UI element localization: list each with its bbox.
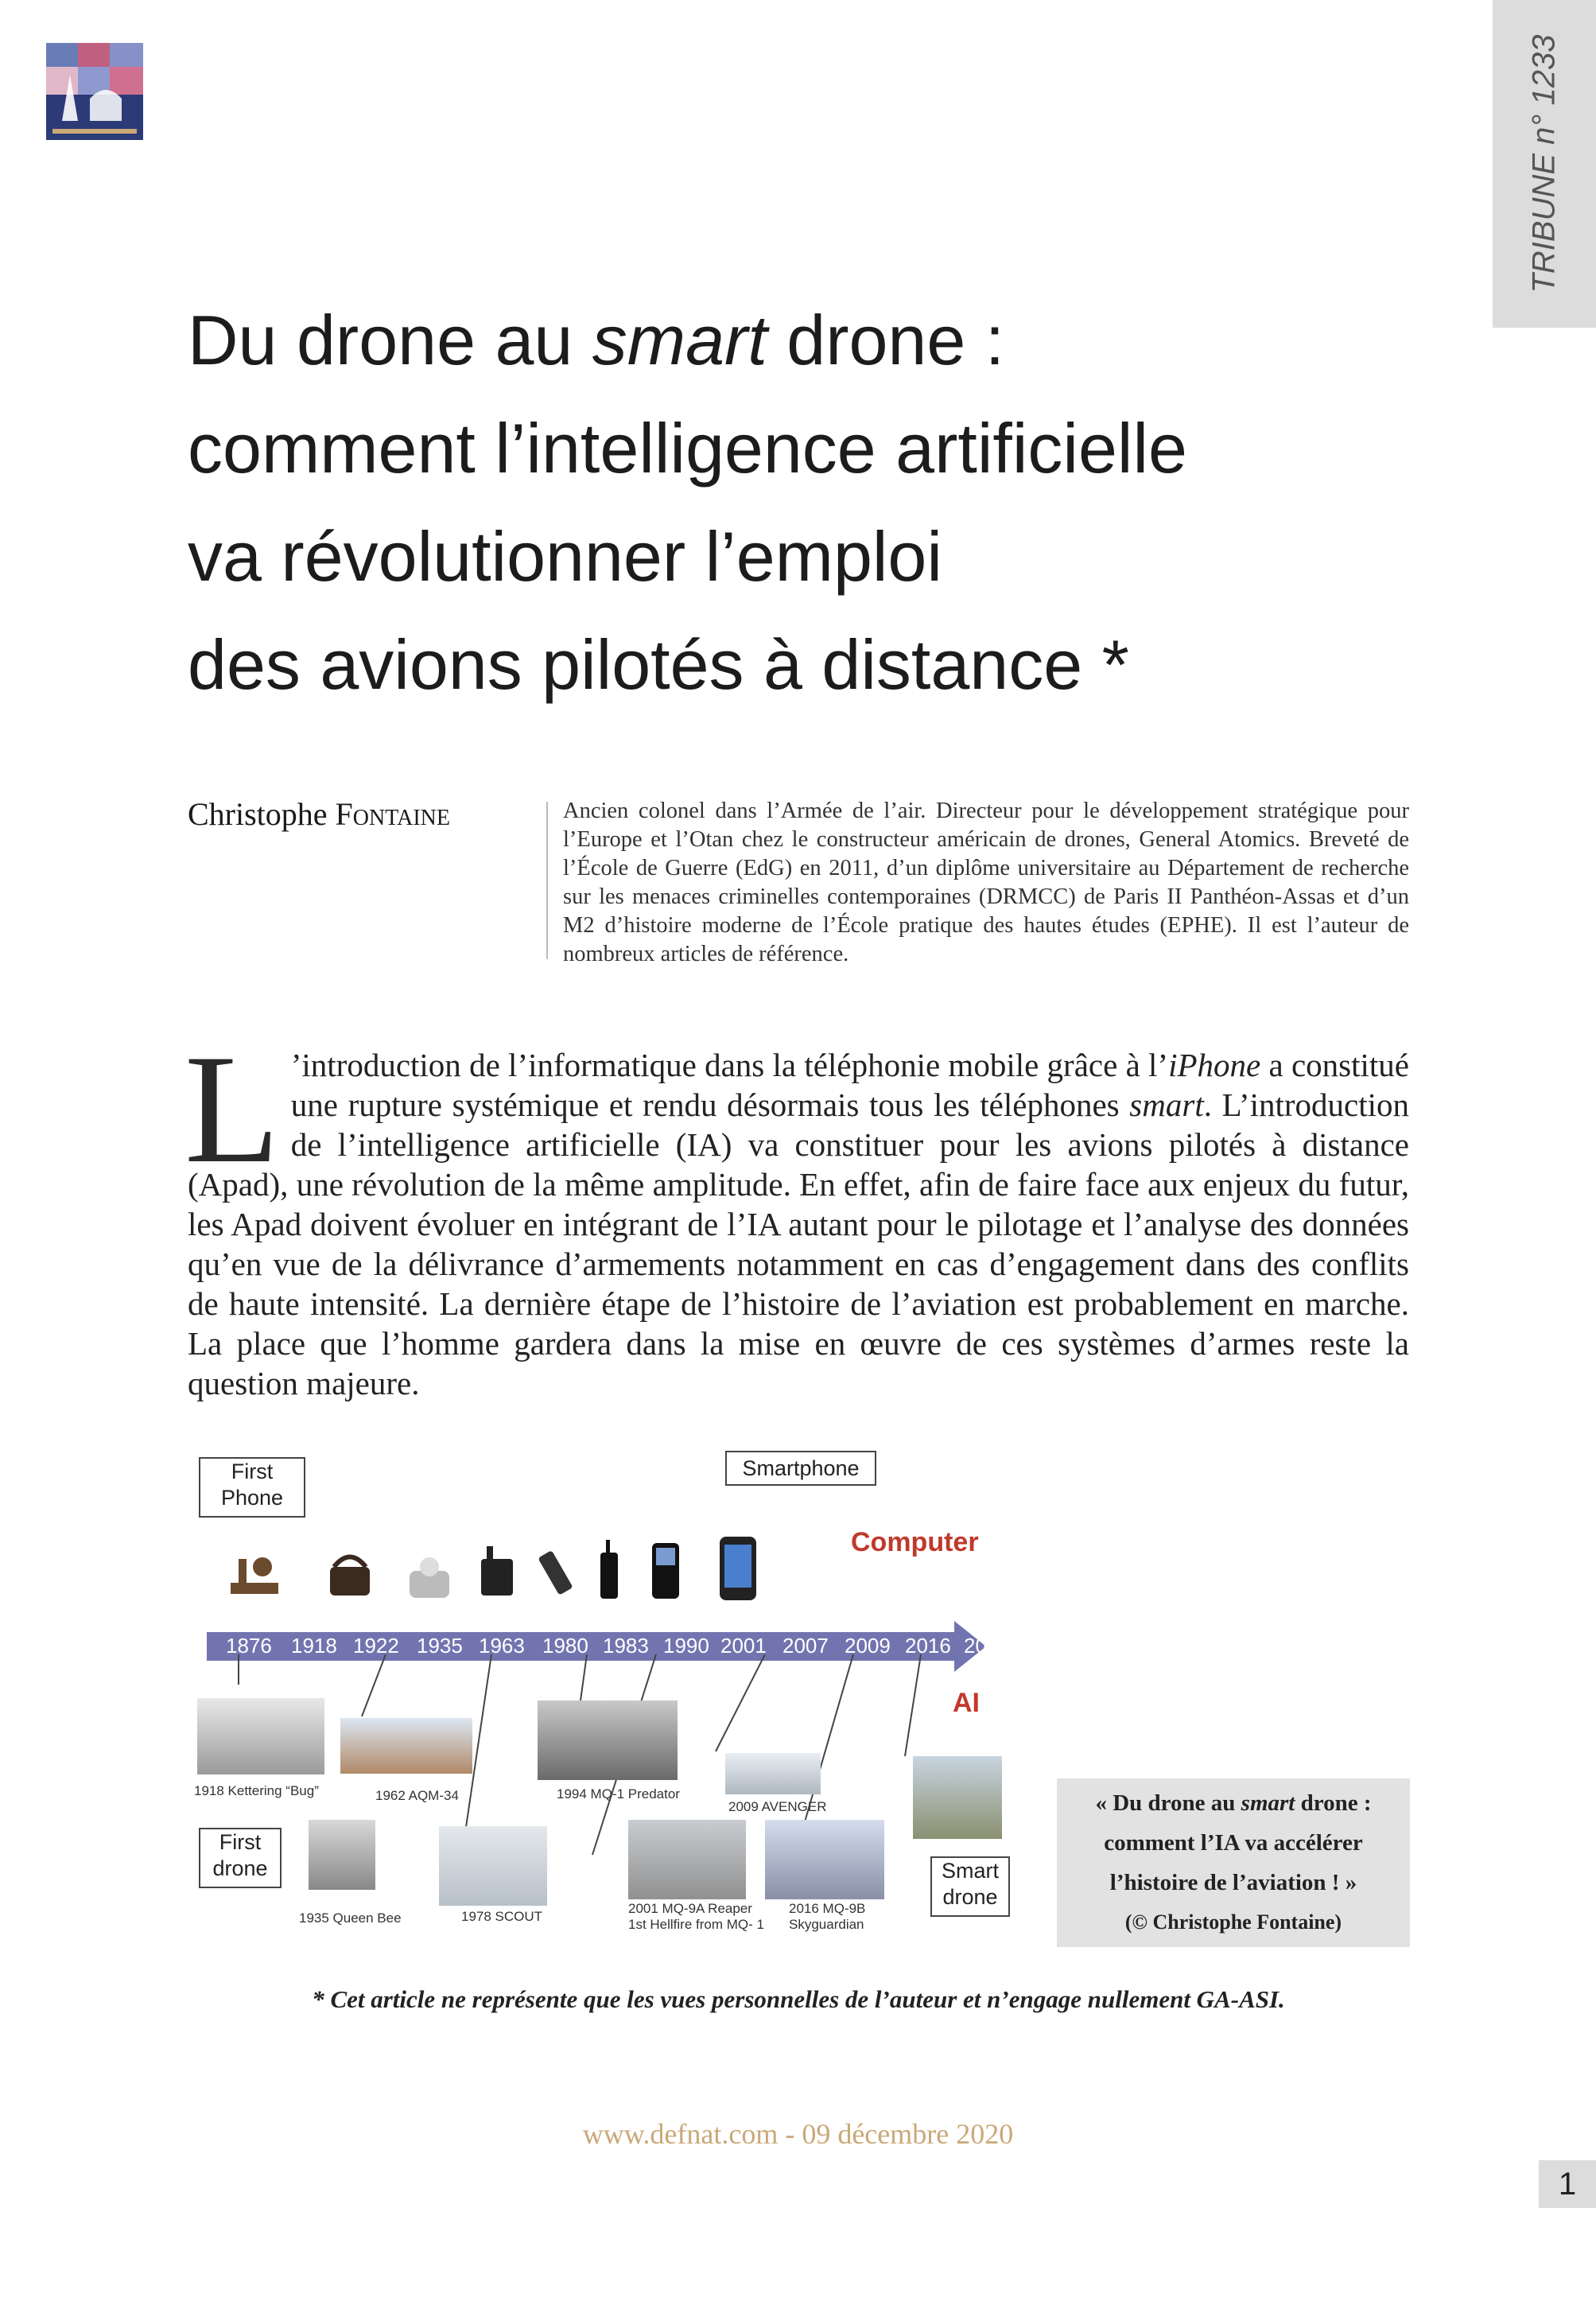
first-phone-label <box>199 1457 305 1518</box>
caption-2001: 2001 MQ-9A Reaper 1st Hellfire from MQ- 1 <box>628 1901 764 1932</box>
page-number: 1 <box>1539 2160 1596 2208</box>
year-label: 2009 <box>845 1634 891 1658</box>
footer-url-date: www.defnat.com - 09 décembre 2020 <box>582 2118 1014 2150</box>
author-bio: Ancien colonel dans l’Armée de l’air. Directeur pour le développement stratégique pour l’Europe et l’Otan chez le constructeur américain de drones, General Atomics. Breveté de l’École de Guerre (EdG) en 2011, d’un diplôme universitaire au Département de recherche sur les menaces criminelles contemporaines (DRMCC) de Paris II Panthéon-Assas et d’un M2 d’histoire moderne de l’École pratique des hautes études (EPHE). Il est l’auteur de nombreux articles de référence. <box>563 799 1409 966</box>
caption-2009: 2009 AVENGER <box>728 1799 827 1814</box>
first-drone-text: First drone <box>212 1830 268 1880</box>
phone-icons <box>223 1535 1002 1607</box>
year-label: 2007 <box>782 1634 829 1658</box>
year-label: 2001 <box>720 1634 767 1658</box>
ai-label: AI <box>953 1688 980 1718</box>
year-label: 1983 <box>603 1634 649 1658</box>
caption-1994: 1994 MQ-1 Predator <box>557 1786 680 1802</box>
title-line-1: Du drone au smart drone : <box>188 301 1005 379</box>
title-line-4: des avions pilotés à distance * <box>188 625 1129 704</box>
year-label: 1963 <box>479 1634 525 1658</box>
year-label: 1876 <box>226 1634 272 1658</box>
scout-photo <box>439 1826 547 1906</box>
year-label: 1980 <box>542 1634 588 1658</box>
year-label: 2016 <box>905 1634 951 1658</box>
publication-logo <box>46 43 143 140</box>
queen-bee-photo <box>309 1820 375 1890</box>
caption-1978: 1978 SCOUT <box>461 1909 543 1924</box>
quote-box: « Du drone au smart drone : comment l’IA va accélérer l’histoire de l’aviation ! » (© Christophe Fontaine) <box>1057 1778 1410 1947</box>
tribune-tab <box>1493 0 1596 328</box>
year-label: 1990 <box>663 1634 709 1658</box>
smart-drone-text: Smart drone <box>941 1859 999 1909</box>
title-line-3: va révolutionner l’emploi <box>188 517 942 596</box>
tribune-number: TRIBUNE n° 1233 <box>1526 34 1562 293</box>
drop-cap: L <box>184 1023 280 1195</box>
computer-label: Computer <box>851 1527 979 1557</box>
kettering-bug-photo <box>197 1698 324 1774</box>
article-title <box>188 286 1492 719</box>
first-drone-label <box>199 1828 282 1888</box>
predator-photo <box>538 1700 678 1780</box>
title-line-2: comment l’intelligence artificielle <box>188 409 1187 488</box>
caption-1935: 1935 Queen Bee <box>299 1910 402 1926</box>
aqm34-photo <box>340 1718 472 1774</box>
year-label: 1922 <box>353 1634 399 1658</box>
year-label: 1918 <box>291 1634 337 1658</box>
avenger-photo <box>725 1753 821 1794</box>
smartphone-label: Smartphone <box>725 1451 876 1486</box>
reaper-photo <box>628 1820 746 1899</box>
year-label: 1935 <box>417 1634 463 1658</box>
caption-1962: 1962 AQM-34 <box>375 1788 459 1803</box>
footnote: * Cet article ne représente que les vues personnelles de l’auteur et n’engage nullement GA-ASI. <box>312 1985 1285 2013</box>
bio-divider <box>546 802 548 959</box>
article-intro: L ’introduction de l’informatique dans la téléphonie mobile grâce à l’iPhone a constitué une rupture systémique et rendu désormais tous les téléphones smart. L’introduction de l’intelligence artificielle (IA) va constituer pour les avions pilotés à distance (Apad), une révolution de la même amplitude. En effet, afin de faire face aux enjeux du futur, les Apad doivent évoluer en intégrant de l’IA autant pour le pilotage et l’analyse des données qu’en vue de la délivrance d’armements notamment en cas d’engagement dans des conflits de haute intensité. La dernière étape de l’histoire de l’aviation est probablement en marche. La place que l’homme gardera dans la mise en œuvre de ces systèmes d’armes reste la question majeure. <box>184 1023 1409 1401</box>
author-name: Christophe Fontaine <box>188 796 450 832</box>
smart-drone-label <box>930 1856 1010 1917</box>
first-phone-text: First Phone <box>220 1460 284 1510</box>
skyguardian-photo <box>765 1820 884 1899</box>
ai-drone-photo <box>913 1756 1002 1839</box>
caption-1918: 1918 Kettering “Bug” <box>194 1783 319 1798</box>
caption-2016: 2016 MQ-9B Skyguardian <box>789 1901 866 1932</box>
year-label: 2020+ <box>964 1634 1023 1658</box>
